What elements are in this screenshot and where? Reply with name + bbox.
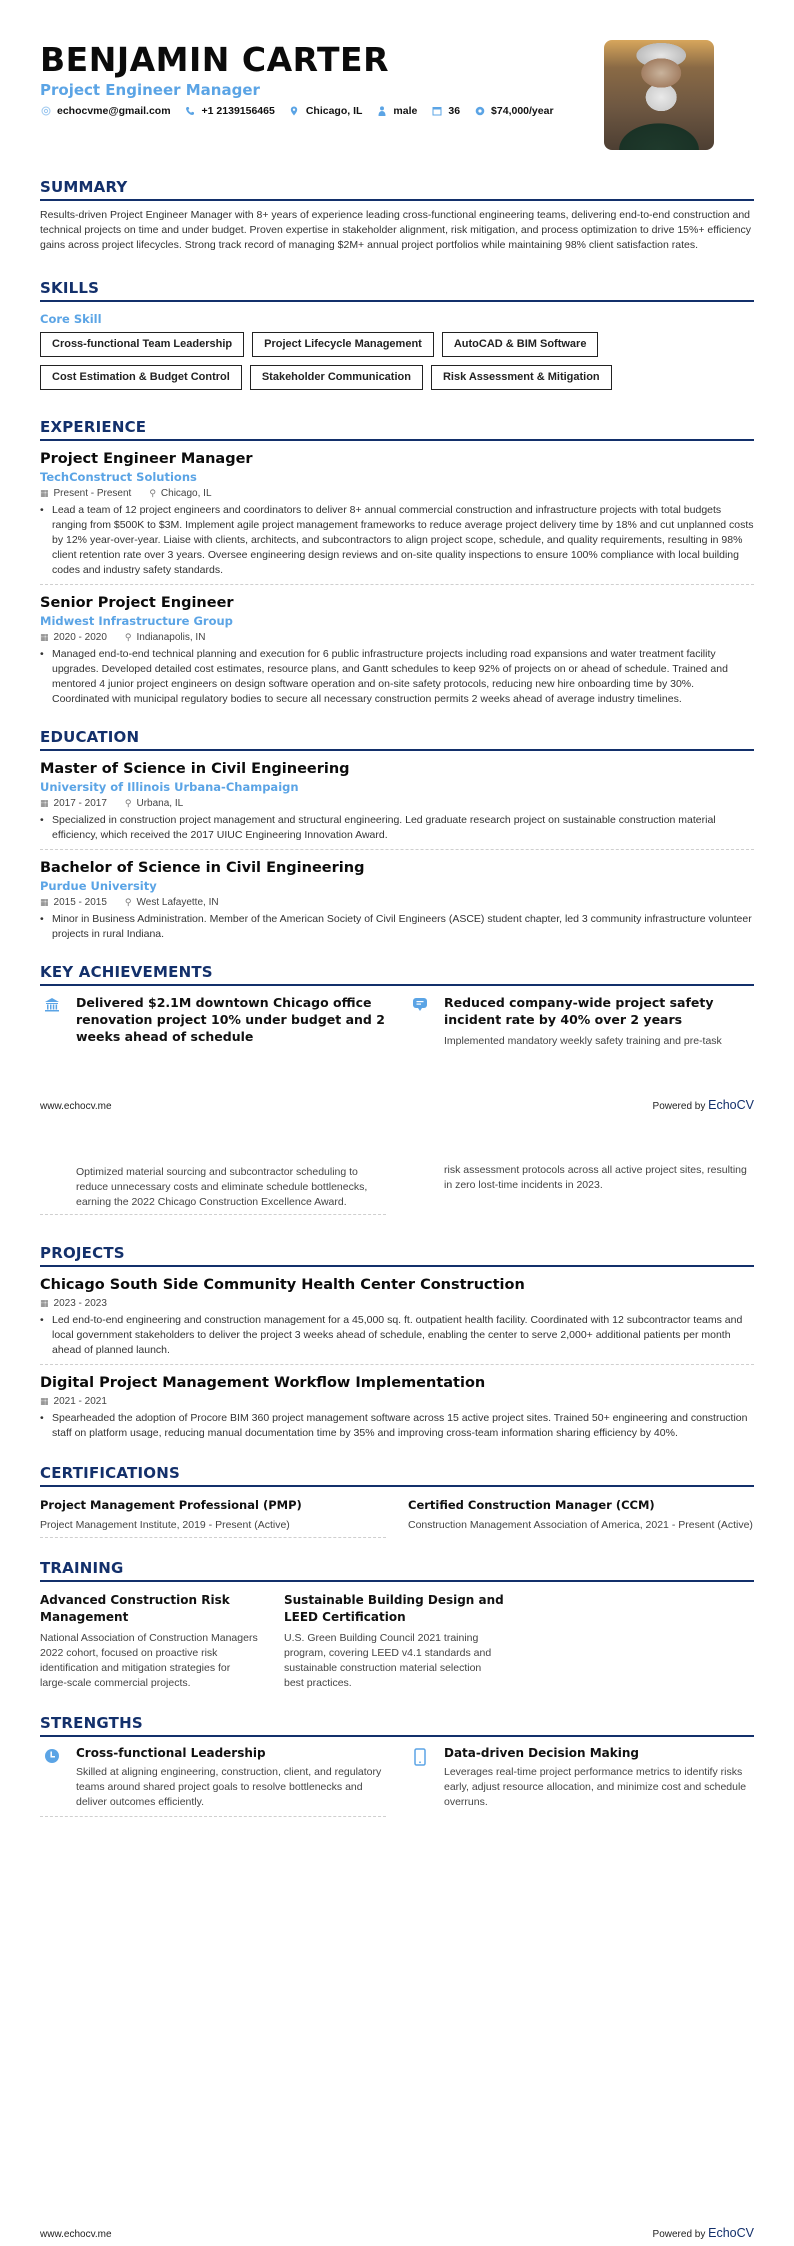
strength-name: Data-driven Decision Making xyxy=(444,1746,639,1760)
contact-email[interactable]: echocvme@gmail.com xyxy=(40,105,171,117)
calendar-icon: ▦ xyxy=(40,798,49,808)
strength-name: Cross-functional Leadership xyxy=(76,1746,266,1760)
footer-brand: EchoCV xyxy=(708,1098,754,1112)
education-bullet: • Specialized in construction project management and structural engineering. Led graduate research project on sustainable construction material efficiency, which received the 2017 UIUC Engineering Innovation Award. xyxy=(40,814,716,841)
contact-location: Chicago, IL xyxy=(289,105,363,117)
clock-icon xyxy=(40,1745,76,1810)
training-detail: U.S. Green Building Council 2021 training program, covering LEED v4.1 standards and sustainable construction material selection best practices. xyxy=(284,1632,492,1689)
dollar-icon xyxy=(474,106,485,117)
certification-item xyxy=(40,1497,386,1538)
job-meta: ▦ 2020 - 2020 ⚲ Indianapolis, IN xyxy=(40,632,206,643)
education-meta: ▦ 2017 - 2017 ⚲ Urbana, IL xyxy=(40,798,184,809)
achievement-item xyxy=(40,994,386,1045)
at-icon xyxy=(40,106,51,117)
skill-chip: Cost Estimation & Budget Control xyxy=(40,365,242,390)
message-icon xyxy=(408,994,444,1047)
certification-detail: Project Management Institute, 2019 - Present (Active) xyxy=(40,1519,290,1531)
strength-detail: Leverages real-time project performance metrics to identify risks early, adjust resource allocation, and minimize cost and schedule overruns. xyxy=(444,1766,747,1808)
resume-header xyxy=(40,0,754,160)
location-pin-icon: ⚲ xyxy=(124,897,132,907)
footer-powered-by: Powered by EchoCV xyxy=(652,1098,754,1112)
skill-chip: Risk Assessment & Mitigation xyxy=(431,365,612,390)
project-name: Chicago South Side Community Health Center Construction xyxy=(40,1277,525,1293)
location-icon xyxy=(289,106,300,117)
job-bullet: • Lead a team of 12 project engineers and coordinators to deliver 8+ annual commercial construction and infrastructure projects with total budgets ranging from $500K to $3M. Implement agile project management frameworks to reduce average project delivery time by 18% and cut unplanned costs by 12% year-over-year. Liaise with clients, architects, and subcontractors to align project scope, schedule, and quality requirements, resulting in 98% client retention rate over 3 years. Oversee engineering design reviews and on-site quality inspections to ensure 100% compliance with local building codes and industry safety standards. xyxy=(40,504,754,576)
achievement-title: Delivered $2.1M downtown Chicago office renovation project 10% under budget and 2 weeks ahead of schedule xyxy=(76,995,385,1044)
training-item xyxy=(284,1592,504,1691)
contact-age: 36 xyxy=(431,105,460,117)
section-title-skills: SKILLS xyxy=(40,278,754,302)
calendar-icon: ▦ xyxy=(40,1298,49,1308)
skill-chip: Stakeholder Communication xyxy=(250,365,423,390)
phone-icon xyxy=(185,106,196,117)
strength-detail: Skilled at aligning engineering, construction, client, and regulatory teams around shared project goals to resolve bottlenecks and deliver outcomes efficiently. xyxy=(76,1766,382,1808)
section-title-experience: EXPERIENCE xyxy=(40,417,754,441)
strength-item xyxy=(40,1745,386,1810)
strength-item xyxy=(408,1745,754,1810)
achievement-desc: risk assessment protocols across all active project sites, resulting in zero lost-time incidents in 2023. xyxy=(444,1164,747,1191)
contact-phone[interactable]: +1 2139156465 xyxy=(185,105,275,117)
skill-chip: Project Lifecycle Management xyxy=(252,332,434,357)
skill-group-label: Core Skill xyxy=(40,312,102,326)
project-item xyxy=(40,1373,754,1447)
section-title-certifications: CERTIFICATIONS xyxy=(40,1463,754,1487)
footer-powered-by: Powered by EchoCV xyxy=(652,2226,754,2240)
location-pin-icon: ⚲ xyxy=(124,632,132,642)
job-role: Senior Project Engineer xyxy=(40,595,234,611)
job-role: Project Engineer Manager xyxy=(40,451,253,467)
achievement-item xyxy=(408,994,754,1047)
strengths-section xyxy=(40,1713,754,1817)
achievements-continued xyxy=(40,1165,754,1215)
training-detail: National Association of Construction Managers 2022 cohort, focused on proactive risk identification and mitigation strategies for large-scale commercial projects. xyxy=(40,1632,258,1689)
training-section xyxy=(40,1558,754,1691)
degree-name: Bachelor of Science in Civil Engineering xyxy=(40,860,365,876)
project-bullet: • Led end-to-end engineering and construction management for a 45,000 sq. ft. outpatient health facility. Coordinated with 12 subcontractor teams and local government stakeholders to deliver the project 3 weeks ahead of schedule, enabling the center to serve 2,000+ additional patients per month ahead of planned launch. xyxy=(40,1314,743,1356)
section-title-education: EDUCATION xyxy=(40,727,754,751)
footer-website[interactable]: www.echocv.me xyxy=(40,1101,112,1112)
project-meta: ▦ 2023 - 2023 xyxy=(40,1298,107,1309)
experience-item xyxy=(40,593,754,713)
calendar-icon: ▦ xyxy=(40,897,49,907)
person-icon xyxy=(376,106,387,117)
candidate-name: BENJAMIN CARTER xyxy=(40,40,390,79)
certification-name: Project Management Professional (PMP) xyxy=(40,1498,302,1512)
school-name: Purdue University xyxy=(40,879,157,893)
achievement-desc: Implemented mandatory weekly safety training and pre-task xyxy=(444,1035,722,1047)
education-meta: ▦ 2015 - 2015 ⚲ West Lafayette, IN xyxy=(40,897,219,908)
calendar-icon: ▦ xyxy=(40,1396,49,1406)
location-pin-icon: ⚲ xyxy=(124,798,132,808)
project-item xyxy=(40,1275,754,1365)
training-name: Sustainable Building Design and LEED Certification xyxy=(284,1593,504,1624)
projects-section xyxy=(40,1243,754,1447)
calendar-icon: ▦ xyxy=(40,632,49,642)
page-footer xyxy=(40,2226,754,2240)
profile-photo xyxy=(604,40,714,150)
project-bullet: • Spearheaded the adoption of Procore BIM 360 project management software across 15 active project sites. Trained 50+ engineering and construction staff on platform usage, reducing manual documentation time by 35% and improving cross-team information sharing efficiency by 40%. xyxy=(40,1412,748,1439)
section-title-training: TRAINING xyxy=(40,1558,754,1582)
certification-name: Certified Construction Manager (CCM) xyxy=(408,1498,655,1512)
section-title-summary: SUMMARY xyxy=(40,177,754,201)
project-name: Digital Project Management Workflow Implementation xyxy=(40,1375,486,1391)
footer-brand: EchoCV xyxy=(708,2226,754,2240)
skill-chips xyxy=(40,332,754,390)
resume-page-2 xyxy=(0,1123,794,2246)
experience-item xyxy=(40,449,754,585)
section-title-projects: PROJECTS xyxy=(40,1243,754,1267)
company-name: Midwest Infrastructure Group xyxy=(40,614,233,628)
education-item xyxy=(40,759,754,850)
experience-section xyxy=(40,417,754,713)
company-name: TechConstruct Solutions xyxy=(40,470,197,484)
skills-section xyxy=(40,278,754,390)
calendar-icon xyxy=(431,106,442,117)
page-footer xyxy=(40,1098,754,1112)
candidate-title: Project Engineer Manager xyxy=(40,81,260,99)
education-section xyxy=(40,727,754,948)
bank-icon xyxy=(40,994,76,1045)
footer-website[interactable]: www.echocv.me xyxy=(40,2229,112,2240)
achievement-desc: Optimized material sourcing and subcontractor scheduling to reduce unnecessary costs and eliminate schedule bottlenecks, earning the 2022 Chicago Construction Excellence Award. xyxy=(76,1166,368,1208)
mobile-icon xyxy=(408,1745,444,1810)
project-meta: ▦ 2021 - 2021 xyxy=(40,1396,107,1407)
skill-chip: Cross-functional Team Leadership xyxy=(40,332,244,357)
section-title-achievements: KEY ACHIEVEMENTS xyxy=(40,962,754,986)
certification-item xyxy=(408,1497,754,1538)
skill-chip: AutoCAD & BIM Software xyxy=(442,332,599,357)
education-item xyxy=(40,858,754,948)
achievement-title: Reduced company-wide project safety incident rate by 40% over 2 years xyxy=(444,995,714,1027)
job-meta: ▦ Present - Present ⚲ Chicago, IL xyxy=(40,488,212,499)
job-bullet: • Managed end-to-end technical planning and execution for 6 public infrastructure projects including road expansions and water treatment facility upgrades. Developed detailed cost estimates, resource plans, and Gantt schedules to keep 92% of projects on or ahead of schedule. Trained and mentored 4 junior project engineers on design software operation and on-site safety protocols, reducing new hire onboarding time by 30%. Coordinated with municipal regulatory bodies to secure all necessary construction permits 2 weeks ahead of average industry timelines. xyxy=(40,648,728,705)
contact-salary: $74,000/year xyxy=(474,105,553,117)
location-pin-icon: ⚲ xyxy=(149,488,156,498)
school-name: University of Illinois Urbana-Champaign xyxy=(40,780,299,794)
certification-detail: Construction Management Association of America, 2021 - Present (Active) xyxy=(408,1519,753,1531)
section-title-strengths: STRENGTHS xyxy=(40,1713,754,1737)
education-bullet: • Minor in Business Administration. Member of the American Society of Civil Engineers (ASCE) student chapter, led 3 community infrastructure volunteer projects in rural Indiana. xyxy=(40,913,752,940)
certifications-section xyxy=(40,1463,754,1538)
summary-text: Results-driven Project Engineer Manager with 8+ years of experience leading cross-functional engineering teams, delivering end-to-end construction and technical projects on time and under budget. Proven expertise in stakeholder alignment, risk mitigation, and process optimization to drive 15%+ efficiency gains across project lifecycles. Strong track record of managing $2M+ annual project portfolios while maintaining 98% client satisfaction rates. xyxy=(40,209,751,251)
contact-gender: male xyxy=(376,105,417,117)
achievements-section xyxy=(40,962,754,1047)
training-name: Advanced Construction Risk Management xyxy=(40,1593,230,1624)
training-item xyxy=(40,1592,260,1691)
calendar-icon: ▦ xyxy=(40,488,49,498)
summary-section xyxy=(40,177,754,253)
degree-name: Master of Science in Civil Engineering xyxy=(40,761,350,777)
